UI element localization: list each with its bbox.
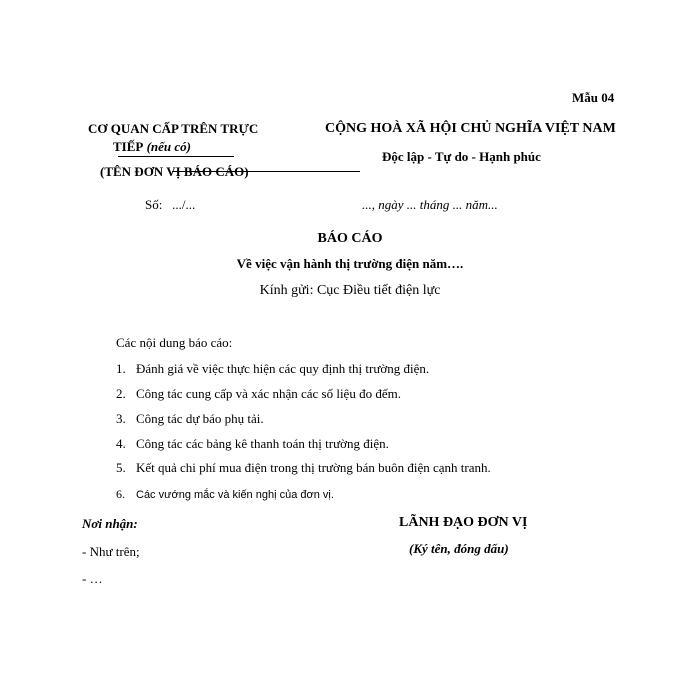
form-code: Mẫu 04: [572, 90, 615, 105]
list-item: [116, 460, 491, 476]
agency-line-1: CƠ QUAN CẤP TRÊN TRỰC: [88, 121, 259, 136]
item-text: Công tác các bảng kê thanh toán thị trường điện.: [136, 436, 389, 451]
item-text: Đánh giá về việc thực hiện các quy định thị trường điện.: [136, 361, 430, 376]
number-label: Số:: [145, 197, 163, 212]
report-subtitle: Về việc vận hành thị trường điện năm….: [236, 256, 464, 271]
number-value: .../...: [172, 197, 196, 212]
item-number: 5.: [116, 460, 126, 475]
list-item: [116, 436, 389, 452]
signer-note: (Ký tên, đóng dấu): [409, 541, 509, 556]
item-text: Công tác dự báo phụ tải.: [136, 411, 264, 426]
addressee: Kính gửi: Cục Điều tiết điện lực: [259, 283, 441, 298]
list-item: [116, 386, 401, 402]
item-number: 1.: [116, 361, 126, 376]
date-line: ..., ngày ... tháng ... năm...: [362, 197, 498, 212]
nation-title: CỘNG HOÀ XÃ HỘI CHỦ NGHĨA VIỆT NAM: [325, 121, 616, 136]
item-number: 6.: [116, 487, 125, 501]
agency-line-2: [113, 139, 191, 155]
item-text: Công tác cung cấp và xác nhận các số liệu đo đếm.: [136, 386, 401, 401]
reporting-unit: (TÊN ĐƠN VỊ BÁO CÁO): [100, 164, 249, 179]
document-number: [145, 197, 195, 213]
agency-line-2-text: TIẾP: [113, 139, 144, 154]
list-item: [116, 361, 429, 377]
motto-underline: [172, 171, 360, 172]
report-title: BÁO CÁO: [317, 231, 383, 246]
item-number: 4.: [116, 436, 126, 451]
item-number: 3.: [116, 411, 126, 426]
signer-title: LÃNH ĐẠO ĐƠN VỊ: [399, 515, 528, 530]
recipient-item: - …: [82, 571, 103, 586]
item-text: Các vướng mắc và kiến nghị của đơn vị.: [136, 489, 334, 501]
recipients-label: Nơi nhận:: [82, 516, 138, 531]
content-heading: Các nội dung báo cáo:: [116, 335, 233, 350]
list-item: [116, 411, 264, 427]
agency-note: (nếu có): [146, 139, 192, 154]
motto: Độc lập - Tự do - Hạnh phúc: [382, 149, 541, 164]
agency-underline: [118, 156, 234, 157]
item-text: Kết quả chi phí mua điện trong thị trường bán buôn điện cạnh tranh.: [136, 460, 491, 475]
list-item: [116, 487, 334, 502]
recipient-item: - Như trên;: [82, 544, 140, 559]
item-number: 2.: [116, 386, 126, 401]
